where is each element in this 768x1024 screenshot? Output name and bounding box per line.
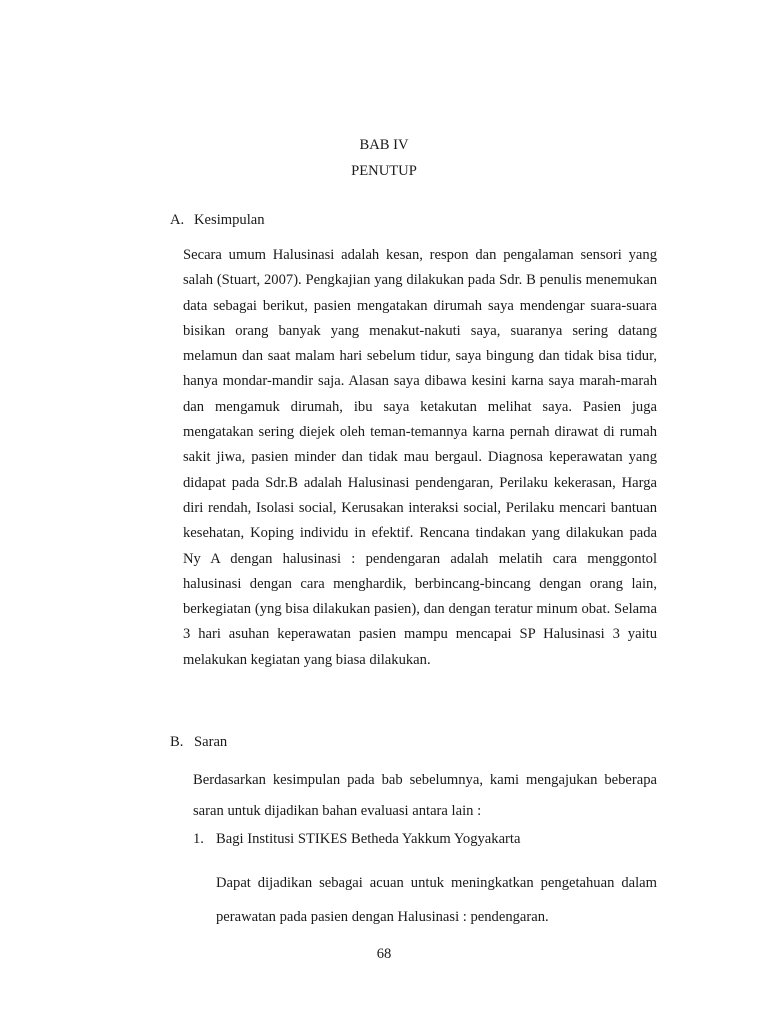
- chapter-title: PENUTUP: [351, 163, 417, 179]
- chapter-number: BAB IV: [359, 137, 409, 153]
- section-a-marker: A.: [170, 212, 185, 228]
- section-a-title: Kesimpulan: [194, 212, 265, 228]
- section-b-title: Saran: [194, 734, 228, 750]
- list-item-body: Dapat dijadikan sebagai acuan untuk meningkatkan pengetahuan dalam perawatan pada pasien dengan Halusinasi : pendengaran.: [216, 875, 657, 925]
- list-item-title: Bagi Institusi STIKES Betheda Yakkum Yogyakarta: [216, 831, 521, 847]
- list-item-number: 1.: [193, 831, 204, 847]
- page-number: 68: [376, 946, 392, 962]
- section-b-marker: B.: [170, 734, 184, 750]
- section-b-intro: Berdasarkan kesimpulan pada bab sebelumnya, kami mengajukan beberapa saran untuk dijadikan bahan evaluasi antara lain :: [193, 772, 657, 819]
- section-a-paragraph: Secara umum Halusinasi adalah kesan, respon dan pengalaman sensori yang salah (Stuart, 2007). Pengkajian yang dilakukan pada Sdr. B penulis menemukan data sebagai berikut, pasien mengatakan dirumah saya mendengar suara-suara bisikan orang banyak yang menakut-nakuti saya, suaranya sering datang melamun dan saat malam hari sebelum tidur, saya bingung dan tidak bisa tidur, hanya mondar-mandir saja. Alasan saya dibawa kesini karna saya marah-marah dan mengamuk dirumah, ibu saya ketakutan melihat saya. Pasien juga mengatakan sering diejek oleh teman-temannya karna pernah dirawat di rumah sakit jiwa, pasien minder dan tidak mau bergaul. Diagnosa keperawatan yang didapat pada Sdr.B adalah Halusinasi pendengaran, Perilaku kekerasan, Harga diri rendah, Isolasi social, Kerusakan interaksi social, Perilaku mencari bantuan kesehatan, Koping individu in efektif. Rencana tindakan yang dilakukan pada Ny A dengan halusinasi : pendengaran adalah melatih cara menggontol halusinasi dengan cara menghardik, berbincang-bincang dengan orang lain, berkegiatan (yng bisa dilakukan pasien), dan dengan teratur minum obat. Selama 3 hari asuhan keperawatan pasien mampu mencapai SP Halusinasi 3 yaitu melakukan kegiatan yang biasa dilakukan.: [183, 247, 657, 668]
